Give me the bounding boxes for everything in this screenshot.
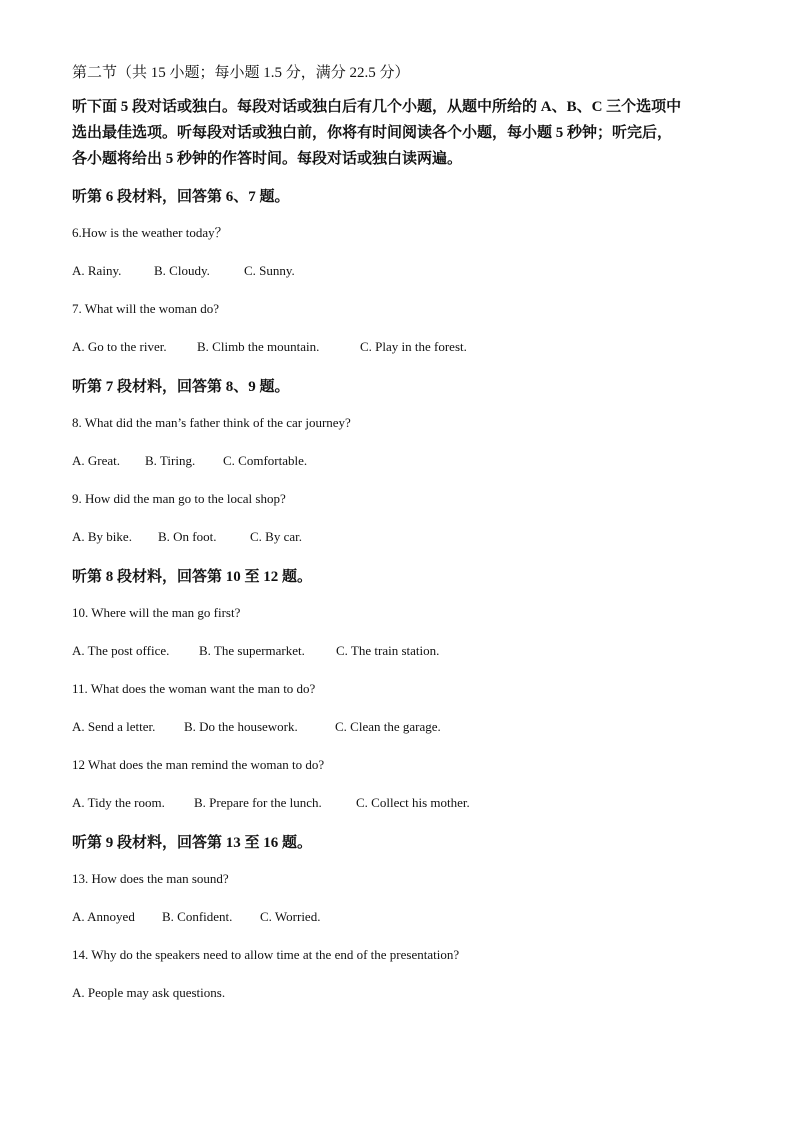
option-b: B. On foot. xyxy=(158,529,217,544)
instructions-line: 选出最佳选项。听每段对话或独白前，你将有时间阅读各个小题，每小题 5 秒钟；听完后， xyxy=(72,125,673,141)
option-a: A. By bike. xyxy=(72,529,132,544)
option-b: B. The supermarket. xyxy=(199,643,305,658)
question-text: 9. How did the man go to the local shop? xyxy=(72,491,286,506)
section-title: 第二节（共 15 小题；每小题 1.5 分，满分 22.5 分） xyxy=(72,65,410,81)
question-text: 11. What does the woman want the man to do? xyxy=(72,681,316,696)
answer-options xyxy=(72,718,732,736)
question-text: 12 What does the man remind the woman to do? xyxy=(72,757,325,772)
question-text: 10. Where will the man go first? xyxy=(72,605,241,620)
option-a: A. People may ask questions. xyxy=(72,985,226,1000)
option-a: A. Rainy. xyxy=(72,263,122,278)
option-a: A. Annoyed xyxy=(72,909,135,924)
answer-options xyxy=(72,262,732,280)
instructions-line: 各小题将给出 5 秒钟的作答时间。每段对话或独白读两遍。 xyxy=(72,151,463,167)
question-text: 14. Why do the speakers need to allow time at the end of the presentation? xyxy=(72,947,460,962)
option-b: B. Tiring. xyxy=(145,453,196,468)
option-b: B. Climb the mountain. xyxy=(197,339,320,354)
option-c: C. Sunny. xyxy=(244,263,295,278)
answer-options xyxy=(72,338,732,356)
material-heading: 听第 8 段材料，回答第 10 至 12 题。 xyxy=(72,569,313,585)
option-c: C. Collect his mother. xyxy=(356,795,470,810)
answer-options xyxy=(72,794,732,812)
option-a: A. Send a letter. xyxy=(72,719,156,734)
option-b: B. Prepare for the lunch. xyxy=(194,795,322,810)
option-c: C. Comfortable. xyxy=(223,453,308,468)
option-c: C. Clean the garage. xyxy=(335,719,441,734)
answer-options xyxy=(72,452,732,470)
option-c: C. By car. xyxy=(250,529,302,544)
option-c: C. Play in the forest. xyxy=(360,339,467,354)
option-a: A. The post office. xyxy=(72,643,170,658)
answer-options xyxy=(72,528,732,546)
option-a: A. Tidy the room. xyxy=(72,795,165,810)
answer-options xyxy=(72,908,732,926)
option-c: C. The train station. xyxy=(336,643,440,658)
section-instructions xyxy=(72,94,732,172)
material-heading: 听第 9 段材料，回答第 13 至 16 题。 xyxy=(72,835,313,851)
material-heading: 听第 7 段材料，回答第 8、9 题。 xyxy=(72,379,290,395)
option-b: B. Do the housework. xyxy=(184,719,298,734)
material-heading: 听第 6 段材料，回答第 6、7 题。 xyxy=(72,189,290,205)
question-text: 8. What did the man’s father think of the car journey? xyxy=(72,415,351,430)
option-a: A. Go to the river. xyxy=(72,339,167,354)
option-b: B. Cloudy. xyxy=(154,263,210,278)
answer-options xyxy=(72,642,732,660)
question-text: 13. How does the man sound? xyxy=(72,871,229,886)
option-b: B. Confident. xyxy=(162,909,233,924)
question-text: 7. What will the woman do? xyxy=(72,301,220,316)
question-text: 6.How is the weather today？ xyxy=(72,225,228,240)
exam-page xyxy=(72,62,732,1022)
option-a: A. Great. xyxy=(72,453,121,468)
answer-options xyxy=(72,984,732,1002)
instructions-line: 听下面 5 段对话或独白。每段对话或独白后有几个小题，从题中所给的 A、B、C 三个选项中 xyxy=(72,99,682,115)
option-c: C. Worried. xyxy=(260,909,321,924)
